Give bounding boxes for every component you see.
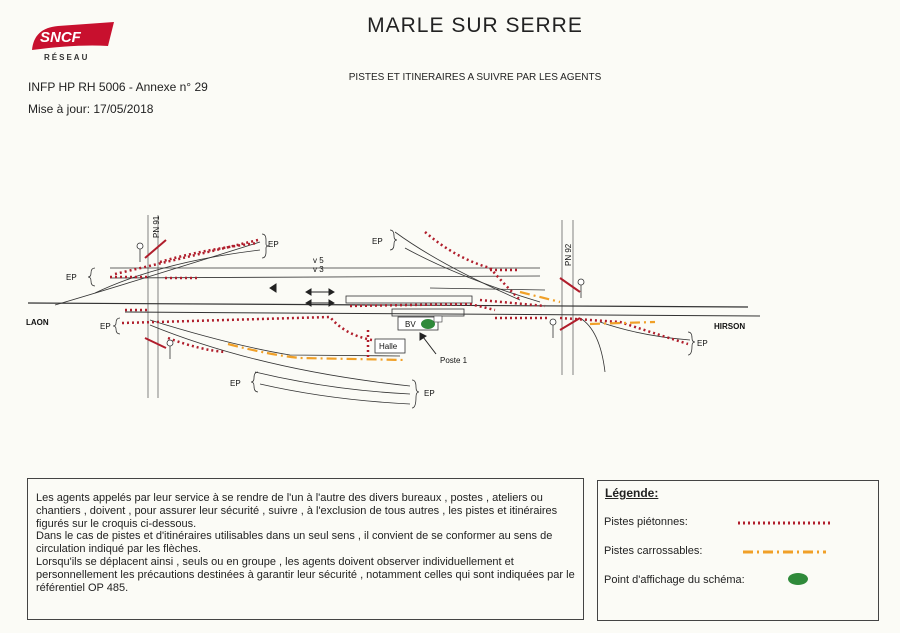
label-pn92: PN 92 [564, 243, 573, 266]
instructions-paragraph: Lorsqu'ils se déplacent ainsi , seuls ou en groupe , les agents doivent observer individuellement et personnellement les précautions destinées à garantir leur sécurité , notamment celles qui sont indiquées par le référentiel OP 485. [36, 555, 575, 594]
legend-title: Légende: [605, 486, 659, 500]
instructions-paragraph: Les agents appelés par leur service à se rendre de l'un à l'autre des divers bureaux , postes , ateliers ou chantiers , doivent , pour assurer leur sécurité , suivre , à l'exclusion de tous autres , les pistes et itinéraires figurés sur le croquis ci-dessous. [36, 492, 558, 530]
legend-vehicle-swatch [743, 548, 828, 556]
document-reference: INFP HP RH 5006 - Annexe n° 29 [28, 80, 208, 94]
upper-right-siding-2 [405, 248, 540, 302]
label-bv: BV [405, 320, 416, 329]
label-ep: EP [100, 322, 111, 331]
lower-right-curve [580, 318, 605, 372]
label-v3: v 3 [313, 265, 324, 274]
legend-box [597, 480, 879, 621]
logo-text: SNCF [40, 29, 81, 46]
update-date: Mise à jour: 17/05/2018 [28, 102, 154, 116]
display-point-legend-icon [786, 571, 810, 587]
legend-label-pedestrian: Pistes piétonnes: [604, 516, 688, 528]
right-siding [600, 322, 690, 340]
direction-arrow-icon [270, 284, 276, 292]
label-ep: EP [697, 339, 708, 348]
logo-subtext: RÉSEAU [44, 53, 90, 62]
label-v5: v 5 [313, 256, 324, 265]
platform-1 [346, 296, 472, 303]
ep-brace [113, 318, 120, 334]
instructions-box [27, 478, 584, 620]
label-ep: EP [66, 273, 77, 282]
upper-siding-1 [55, 242, 260, 305]
direction-arrow-icon [306, 289, 311, 295]
siding-stub [430, 288, 545, 290]
ep-brace [251, 372, 258, 392]
signal-icon [550, 319, 556, 325]
vehicle-paths [228, 292, 655, 360]
page-title: MARLE SUR SERRE [367, 14, 583, 37]
ep-brace [412, 380, 419, 408]
main-track-2 [125, 312, 760, 316]
label-halle: Halle [379, 342, 398, 351]
poste-building [434, 316, 442, 322]
platform-2 [392, 309, 464, 316]
label-hirson: HIRSON [714, 322, 746, 331]
signal-icon [137, 243, 143, 249]
ep-brace [88, 268, 95, 286]
signal-icon [167, 340, 173, 346]
signal-icon [578, 279, 584, 285]
label-ep: EP [268, 240, 279, 249]
ep-brace [688, 332, 695, 355]
label-pn91: PN 91 [152, 215, 161, 238]
label-ep: EP [372, 237, 383, 246]
label-ep: EP [230, 379, 241, 388]
page-subtitle: PISTES ET ITINERAIRES A SUIVRE PAR LES AGENTS [348, 72, 602, 83]
track-v3 [110, 276, 540, 278]
main-track-1 [28, 303, 748, 307]
upper-siding-2 [95, 250, 260, 293]
label-ep: EP [424, 389, 435, 398]
pedestrian-path-upper-left [115, 240, 258, 274]
instructions-paragraph: Dans le cas de pistes et d'itinéraires utilisables dans un seul sens , il convient de se conformer au sens de circulation indiqué par les flèches. [36, 530, 553, 556]
legend-label-display-point: Point d'affichage du schéma: [604, 574, 745, 586]
lower-siding-1 [150, 320, 400, 356]
legend-pedestrian-swatch [738, 519, 833, 527]
label-poste: Poste 1 [440, 356, 468, 365]
label-laon: LAON [26, 318, 49, 327]
legend-label-vehicle: Pistes carrossables: [604, 545, 703, 557]
display-point-icon [421, 319, 435, 329]
